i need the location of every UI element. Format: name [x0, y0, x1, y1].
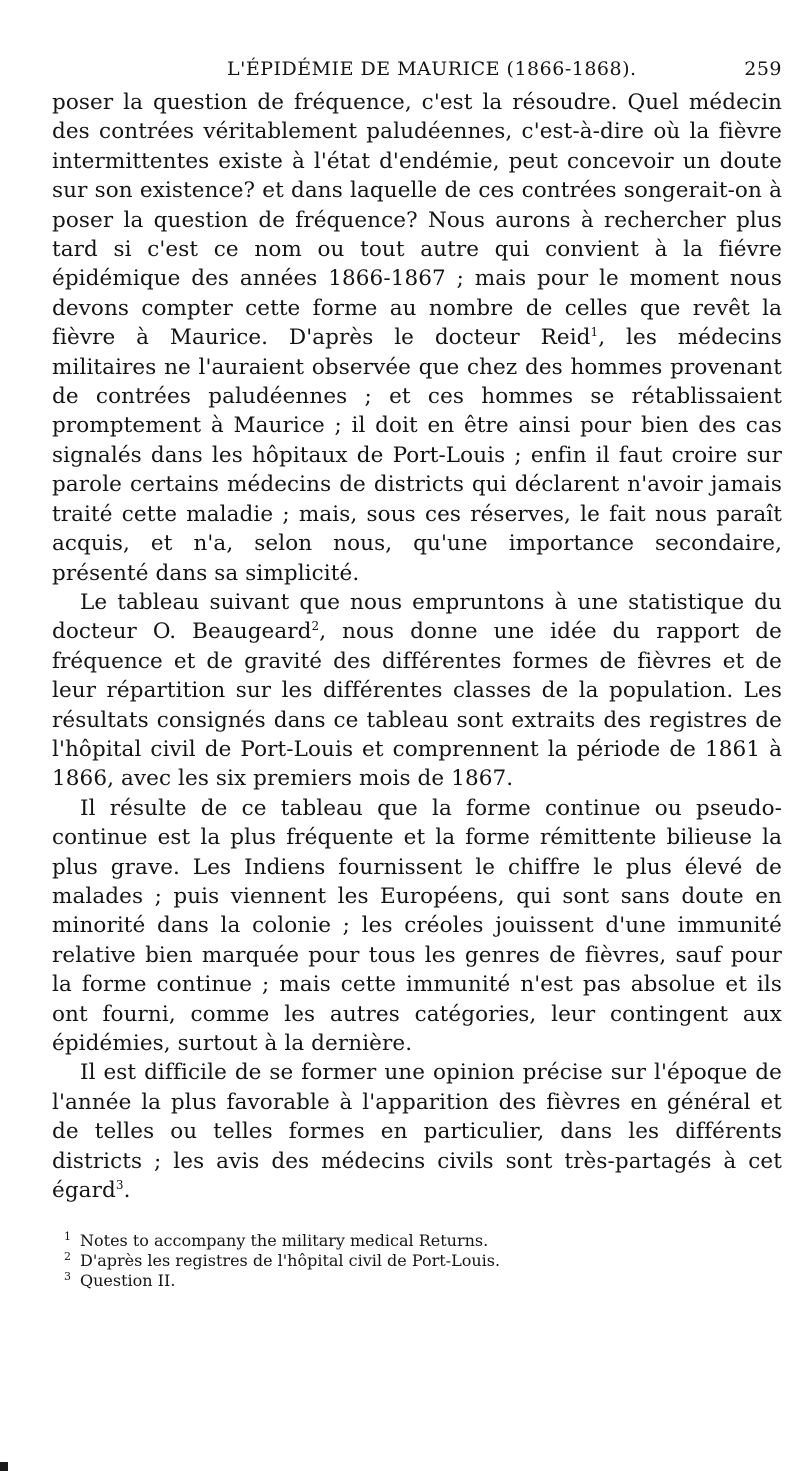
- footnote-mark: 1: [64, 1230, 71, 1244]
- paragraph-2: [52, 588, 782, 794]
- paragraph-2-text-b: , nous donne une idée du rapport de fréquence et de gravité des différentes formes de fièvres et de leur répartition sur les différentes classes de la population. Les résultats consignés dans ce tableau sont extraits des registres de l'hôpital civil de Port-Louis et comprennent la période de 1861 à 1866, avec les six premiers mois de 1867.: [52, 619, 782, 792]
- body-text: [52, 88, 782, 1205]
- footnote-3: [64, 1270, 782, 1291]
- page-number: 259: [744, 58, 782, 80]
- footnote-mark: 2: [64, 1250, 71, 1264]
- footnote-2: [64, 1250, 782, 1271]
- footnote-ref-2: 2: [311, 619, 320, 634]
- footnote-ref-1: 1: [590, 325, 599, 340]
- book-page: [52, 58, 782, 1291]
- paragraph-4-text-b: .: [123, 1178, 131, 1204]
- paragraph-1-text-b: , les médecins militaires ne l'auraient observée que chez des hommes provenant de contrées paludéennes ; et ces hommes se rétablissaient promptement à Maurice ; il doit en être ainsi pour bien des cas signalés dans les hôpitaux de Port-Louis ; enfin il faut croire sur parole certains médecins de districts qui déclarent n'avoir jamais traité cette maladie ; mais, sous ces réserves, le fait nous paraît acquis, et n'a, selon nous, qu'une importance secondaire, présenté dans sa simplicité.: [52, 325, 783, 586]
- paragraph-1-text-a: poser la question de fréquence, c'est la résoudre. Quel médecin des contrées véritablement paludéennes, c'est-à-dire où la fièvre intermittentes existe à l'état d'endémie, peut concevoir un doute sur son existence? et dans laquelle de ces contrées songerait-on à poser la question de fréquence? Nous aurons à rechercher plus tard si c'est ce nom ou tout autre qui convient à la fiévre épidémique des années 1866-1867 ; mais pour le moment nous devons compter cette forme au nombre de celles que revêt la fièvre à Maurice. D'après le docteur Reid: [52, 90, 782, 351]
- footnote-text: Notes to accompany the military medical Returns.: [80, 1231, 489, 1251]
- footnote-ref-3: 3: [115, 1177, 124, 1192]
- footnote-mark: 3: [64, 1270, 71, 1284]
- running-head: [52, 58, 782, 88]
- footnote-1: [64, 1230, 782, 1251]
- paragraph-3: Il résulte de ce tableau que la forme continue ou pseudo-continue est la plus fréquente et la forme rémittente bilieuse la plus grave. Les Indiens fournissent le chiffre le plus élevé de malades ; puis viennent les Européens, qui sont sans doute en minorité dans la colonie ; les créoles jouissent d'une immunité relative bien marquée pour tous les genres de fièvres, sauf pour la forme continue ; mais cette immunité n'est pas absolue et ils ont fourni, comme les autres catégories, leur contingent aux épidémies, surtout à la dernière.: [52, 795, 782, 1056]
- footnote-text: Question II.: [80, 1271, 176, 1291]
- paragraph-2-text-a: Le tableau suivant que nous empruntons à une statistique du docteur O. Beaugeard: [52, 589, 782, 645]
- paragraph-4: [52, 1058, 782, 1205]
- running-title: L'ÉPIDÉMIE DE MAURICE (1866-1868).: [227, 58, 637, 80]
- paragraph-4-text-a: Il est difficile de se former une opinion précise sur l'époque de l'année la plus favorable à l'apparition des fièvres en général et de telles ou telles formes en particulier, dans les différents districts ; les avis des médecins civils sont très-partagés à cet égard: [52, 1060, 782, 1204]
- footnotes: [52, 1231, 782, 1291]
- scan-edge-mark: [0, 1462, 8, 1471]
- footnote-text: D'après les registres de l'hôpital civil de Port-Louis.: [80, 1251, 501, 1271]
- paragraph-1: [52, 88, 782, 588]
